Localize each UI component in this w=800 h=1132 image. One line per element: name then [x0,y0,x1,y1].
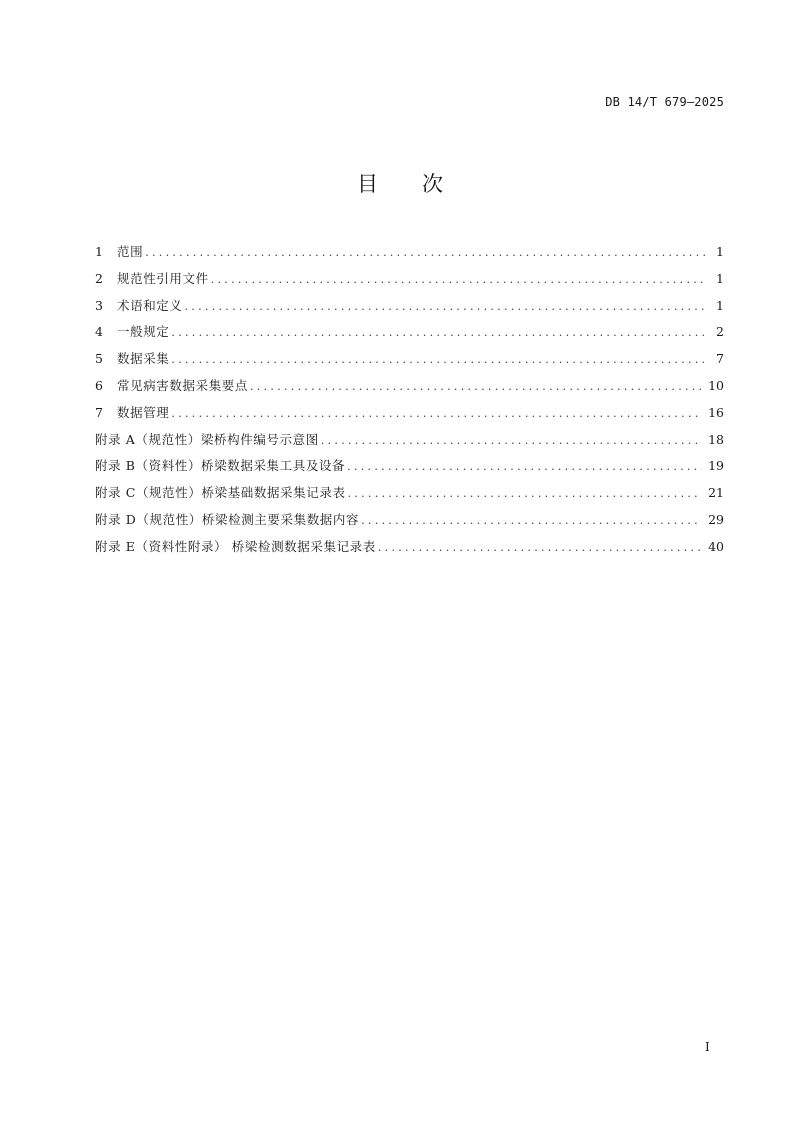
dot-leader [185,297,708,317]
toc-entry-appendix-b[interactable] [95,456,724,483]
toc-entry-number: 3 [95,297,103,313]
toc-entry-label[interactable]: 附录 C（规范性）桥梁基础数据采集记录表 [95,485,346,501]
toc-entry-label[interactable]: 附录 E（资料性附录） 桥梁检测数据采集记录表 [95,538,376,554]
dot-leader [348,484,703,504]
toc-entry-page: 18 [708,431,724,447]
toc-entry-1[interactable] [95,242,724,269]
toc-entry-5[interactable] [95,349,724,376]
dot-leader [211,270,708,290]
dot-leader [347,457,702,477]
document-code: DB 14/T 679—2025 [605,95,724,109]
dot-leader [171,350,708,370]
toc-entry-label[interactable]: 术语和定义 [117,297,183,313]
toc-entry-page: 7 [716,351,724,367]
toc-entry-label[interactable]: 范围 [117,244,144,259]
toc-entry-page: 21 [708,485,724,501]
toc-entry-label[interactable]: 规范性引用文件 [117,270,209,286]
toc-entry-label[interactable]: 附录 D（规范性）桥梁检测主要采集数据内容 [95,511,360,527]
dot-leader [321,431,702,451]
toc-entry-6[interactable] [95,376,724,403]
toc-entry-appendix-d[interactable] [95,510,724,537]
toc-entry-label[interactable]: 附录 B（资料性）桥梁数据采集工具及设备 [95,458,346,474]
page-title [0,168,800,198]
toc-entry-number: 1 [95,244,103,259]
dot-leader [145,243,708,263]
toc-entry-page: 29 [708,511,724,527]
toc-entry-page: 16 [708,404,724,420]
dot-leader [171,404,702,424]
toc-entry-page: 1 [716,270,724,286]
toc-entry-page: 2 [716,324,724,340]
page-title-char-2: 次 [422,172,443,196]
dot-leader [250,377,702,397]
table-of-contents [95,242,724,564]
toc-entry-appendix-e[interactable] [95,537,724,564]
page-number: I [705,1040,710,1054]
toc-entry-number: 7 [95,404,103,420]
toc-entry-page: 1 [716,244,724,259]
toc-entry-number: 4 [95,324,103,340]
dot-leader [171,323,708,343]
toc-entry-label[interactable]: 数据管理 [117,404,170,420]
toc-entry-4[interactable] [95,322,724,349]
page-title-char-1: 目 [357,172,378,196]
toc-entry-page: 19 [708,458,724,474]
toc-entry-7[interactable] [95,403,724,430]
toc-entry-3[interactable] [95,296,724,323]
toc-entry-label[interactable]: 附录 A（规范性）梁桥构件编号示意图 [95,431,319,447]
toc-entry-label[interactable]: 数据采集 [117,351,170,367]
toc-entry-page: 1 [716,297,724,313]
dot-leader [378,538,702,558]
toc-entry-number: 5 [95,351,103,367]
toc-entry-number: 2 [95,270,103,286]
dot-leader [361,511,702,531]
toc-entry-number: 6 [95,377,103,393]
toc-entry-page: 40 [708,538,724,554]
toc-entry-label[interactable]: 常见病害数据采集要点 [117,377,249,393]
toc-entry-page: 10 [708,377,724,393]
toc-entry-label[interactable]: 一般规定 [117,324,170,340]
toc-entry-2[interactable] [95,269,724,296]
toc-entry-appendix-a[interactable] [95,430,724,457]
toc-entry-appendix-c[interactable] [95,483,724,510]
